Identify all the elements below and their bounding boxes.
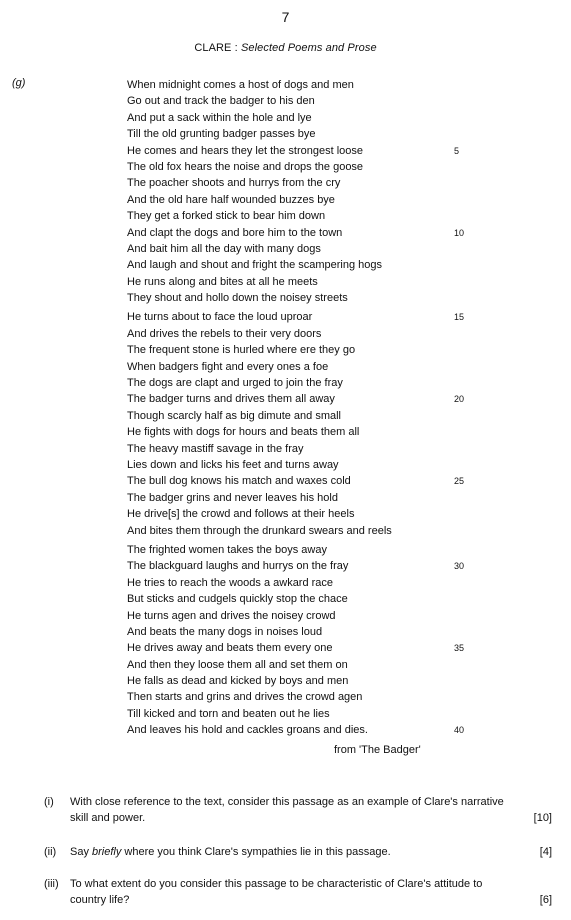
poem-line-text: And put a sack within the hole and lye — [127, 111, 312, 124]
question-i — [44, 794, 552, 826]
question-mark: [10] — [533, 812, 552, 824]
poem-line-text: He turns about to face the loud uproar — [127, 311, 313, 324]
poem-line — [127, 391, 487, 407]
poem-line-text: When badgers fight and every ones a foe — [127, 360, 329, 373]
poem-line-text: But sticks and cudgels quickly stop the chace — [127, 593, 348, 606]
poem-source: from 'The Badger' — [334, 744, 421, 756]
line-number: 10 — [454, 227, 465, 238]
poem-line-text: The badger turns and drives them all away — [127, 393, 335, 406]
poem-line-text: The poacher shoots and hurrys from the cry — [127, 177, 341, 190]
poem-line-text: Though scarcly half as big dimute and small — [127, 409, 341, 422]
poem-line — [127, 558, 487, 574]
poem-line-text: The old fox hears the noise and drops the goose — [127, 160, 364, 173]
poem-line-text: Lies down and licks his feet and turns away — [127, 458, 339, 471]
question-ii — [44, 844, 552, 860]
poem-line — [127, 523, 487, 539]
poem-line — [127, 506, 487, 522]
poem-line — [127, 309, 487, 325]
poem-stanza — [127, 542, 487, 739]
poem-line — [127, 591, 487, 607]
line-number: 20 — [454, 394, 465, 405]
question-text: With close reference to the text, consider this passage as an example of Clare's narrative skill and power. — [70, 796, 504, 824]
poem-line-text: He turns agen and drives the noisey crowd — [127, 609, 336, 622]
page-header — [0, 42, 571, 54]
poem-line — [127, 77, 487, 93]
poem-line-text: The frighted women takes the boys away — [127, 543, 327, 556]
poem-line — [127, 457, 487, 473]
line-number: 30 — [454, 561, 465, 572]
poem-line-text: And laugh and shout and fright the scampering hogs — [127, 259, 383, 272]
poem-line-text: And then they loose them all and set them on — [127, 658, 348, 671]
question-text-end: where you think Clare's sympathies lie in this passage. — [121, 846, 391, 858]
poem-line-text: He drives away and beats them every one — [127, 642, 333, 655]
poem-line — [127, 159, 487, 175]
poem-line-text: He comes and hears they let the strongest loose — [127, 144, 364, 157]
poem-line-text: The blackguard laughs and hurrys on the fray — [127, 560, 349, 573]
poem-line-text: He fights with dogs for hours and beats them all — [127, 426, 360, 439]
poem-line-text: He runs along and bites at all he meets — [127, 275, 318, 288]
poem-line-text: They shout and hollo down the noisey streets — [127, 292, 348, 305]
section-label: (g) — [12, 77, 26, 89]
poem-line — [127, 274, 487, 290]
poem-line-text: The dogs are clapt and urged to join the fray — [127, 377, 343, 390]
poem-line — [127, 722, 487, 738]
poem-line-text: They get a forked stick to bear him down — [127, 210, 326, 223]
poem-line-text: Then starts and grins and drives the crowd agen — [127, 691, 363, 704]
poem-line — [127, 192, 487, 208]
poem-line — [127, 640, 487, 656]
poem-line — [127, 290, 487, 306]
poem-line-text: Till kicked and torn and beaten out he lies — [127, 707, 330, 720]
poem-line — [127, 657, 487, 673]
poem-line-text: The bull dog knows his match and waxes cold — [127, 475, 351, 488]
poem-line-text: And beats the many dogs in noises loud — [127, 625, 323, 638]
poem-line — [127, 424, 487, 440]
poem-line — [127, 110, 487, 126]
page-number: 7 — [281, 9, 290, 25]
poem-line-text: The badger grins and never leaves his hold — [127, 491, 338, 504]
poem-line — [127, 126, 487, 142]
poem-line — [127, 441, 487, 457]
poem-line-text: The heavy mastiff savage in the fray — [127, 442, 304, 455]
question-number: (ii) — [44, 846, 57, 858]
poem-line-text: And clapt the dogs and bore him to the town — [127, 226, 343, 239]
poem-line — [127, 689, 487, 705]
poem-line — [127, 490, 487, 506]
poem-line-text: He falls as dead and kicked by boys and men — [127, 675, 349, 688]
poem-line — [127, 143, 487, 159]
poem-line-text: And drives the rebels to their very doors — [127, 327, 322, 340]
header-author: CLARE : — [194, 42, 238, 54]
poem-line-text: And bites them through the drunkard swears and reels — [127, 524, 392, 537]
question-text: To what extent do you consider this passage to be characteristic of Clare's attitude to country life? — [70, 878, 483, 906]
question-number: (i) — [44, 796, 54, 808]
question-text-emphasis: briefly — [92, 846, 122, 858]
poem-line — [127, 257, 487, 273]
poem-line — [127, 241, 487, 257]
poem-line — [127, 225, 487, 241]
poem-extract — [127, 77, 487, 742]
question-iii — [44, 876, 552, 908]
poem-line-text: When midnight comes a host of dogs and men — [127, 79, 354, 91]
question-mark: [4] — [539, 846, 552, 858]
poem-line-text: And bait him all the day with many dogs — [127, 242, 321, 255]
poem-line — [127, 706, 487, 722]
question-text-start: Say — [70, 846, 93, 858]
poem-line-text: He tries to reach the woods a awkard race — [127, 576, 334, 589]
poem-line — [127, 542, 487, 558]
poem-line-text: Till the old grunting badger passes bye — [127, 128, 316, 141]
poem-line — [127, 175, 487, 191]
poem-line — [127, 326, 487, 342]
poem-line-text: The frequent stone is hurled where ere they go — [127, 344, 356, 357]
poem-line — [127, 208, 487, 224]
poem-line — [127, 408, 487, 424]
poem-stanza — [127, 309, 487, 538]
poem-line-text: He drive[s] the crowd and follows at their heels — [127, 508, 355, 521]
poem-line — [127, 608, 487, 624]
header-title: Selected Poems and Prose — [240, 42, 377, 54]
poem-line — [127, 359, 487, 375]
line-number: 40 — [454, 725, 465, 736]
poem-line — [127, 473, 487, 489]
poem-stanza — [127, 77, 487, 306]
poem-line — [127, 575, 487, 591]
question-mark: [6] — [539, 894, 552, 906]
poem-line-text: Go out and track the badger to his den — [127, 95, 315, 108]
poem-line — [127, 624, 487, 640]
poem-line — [127, 375, 487, 391]
line-number: 25 — [454, 476, 465, 487]
poem-line — [127, 673, 487, 689]
question-text — [70, 844, 518, 860]
poem-line-text: And the old hare half wounded buzzes bye — [127, 193, 335, 206]
poem-line — [127, 342, 487, 358]
poem-line-text: And leaves his hold and cackles groans and dies. — [127, 724, 368, 737]
poem-line — [127, 93, 487, 109]
line-number: 35 — [454, 643, 465, 654]
question-number: (iii) — [44, 878, 59, 890]
line-number: 5 — [454, 145, 460, 156]
line-number: 15 — [454, 312, 465, 323]
